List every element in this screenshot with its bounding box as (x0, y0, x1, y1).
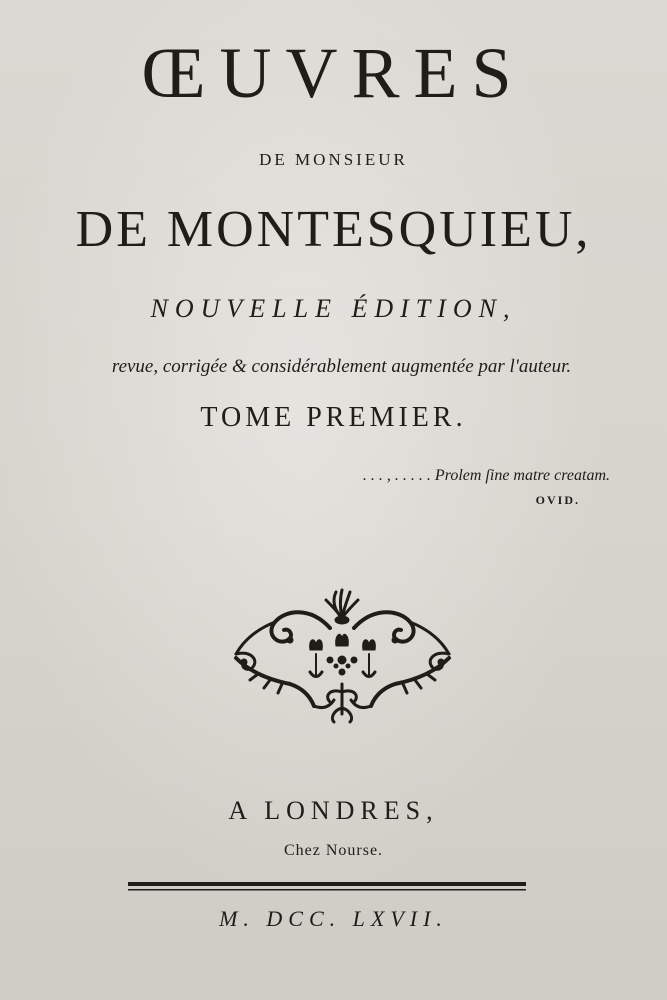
ornament-center (310, 634, 376, 676)
revision-note: revue, corrigée & considérablement augmentée par l'auteur. (111, 356, 572, 377)
imprint-publisher: Chez Nourse. (283, 842, 384, 859)
epigraph-attribution: OVID. (535, 493, 580, 507)
edition-statement: NOUVELLE ÉDITION, (150, 294, 517, 323)
ornament-bottom (314, 684, 371, 722)
author-name: DE MONTESQUIEU, (75, 201, 592, 258)
epigraph: . . . , . . . . . Prolem ſine matre creatam. (362, 467, 610, 484)
printer-ornament (230, 588, 455, 726)
ornament-palmette-top (326, 590, 358, 624)
imprint-date: M. DCC. LXVII. (219, 906, 448, 931)
volume-label: TOME PREMIER. (200, 402, 467, 433)
imprint-place: A LONDRES, (228, 796, 439, 825)
author-prefix: DE MONSIEUR (259, 150, 408, 169)
double-rule (128, 882, 526, 892)
book-title: ŒUVRES (141, 33, 526, 113)
